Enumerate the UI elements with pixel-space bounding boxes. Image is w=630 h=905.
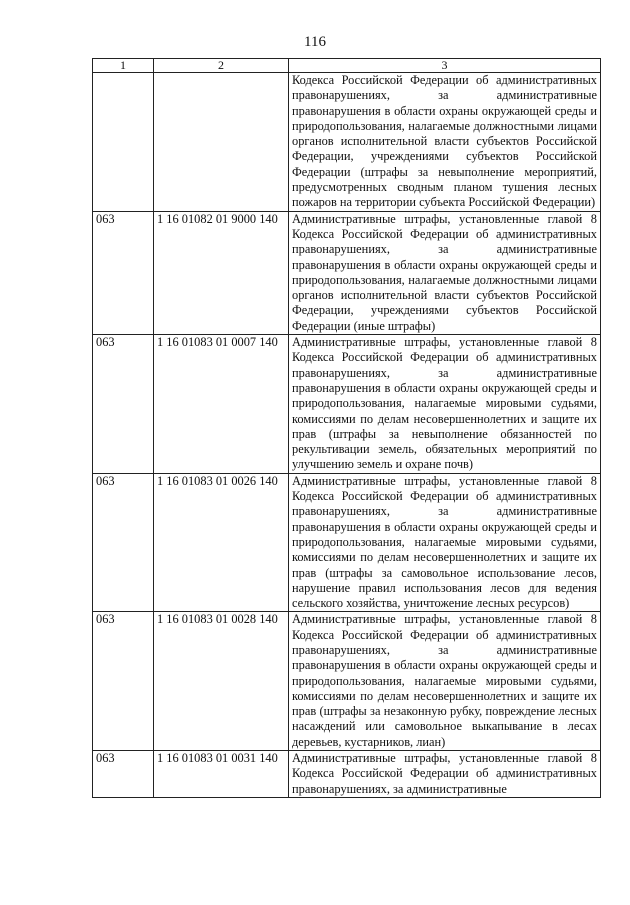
- description-cell: Административные штрафы, установленные главой 8 Кодекса Российской Федерации об административных правонарушениях, за административные: [289, 751, 601, 798]
- admin-code-cell: 063: [93, 612, 154, 751]
- admin-code-cell: 063: [93, 335, 154, 474]
- kbk-code-cell: 1 16 01082 01 9000 140: [154, 211, 289, 334]
- page-number: 116: [304, 34, 326, 50]
- description-cell: Административные штрафы, установленные главой 8 Кодекса Российской Федерации об административных правонарушениях, за административные правонарушения в области охраны окружающей среды и природопользования, налагаемые должностными лицами органов исполнительной власти субъектов Российской Федерации, учреждениями субъектов Российской Федерации (иные штрафы): [289, 211, 601, 334]
- kbk-code-cell: [154, 73, 289, 212]
- description-cell: Кодекса Российской Федерации об административных правонарушениях, за административные правонарушения в области охраны окружающей среды и природопользования, налагаемые должностными лицами органов исполнительной власти субъектов Российской Федерации, учреждениями субъектов Российской Федерации (штрафы за невыполнение мероприятий, предусмотренных сводным планом тушения лесных пожаров на территории субъекта Российской Федерации): [289, 73, 601, 212]
- column-header-1: 1: [93, 59, 154, 73]
- admin-code-cell: 063: [93, 211, 154, 334]
- kbk-code-cell: 1 16 01083 01 0028 140: [154, 612, 289, 751]
- table-row: [93, 473, 601, 612]
- table-row: [93, 73, 601, 212]
- table-row: [93, 751, 601, 798]
- admin-code-cell: 063: [93, 473, 154, 612]
- budget-classification-table: [92, 58, 601, 798]
- description-cell: Административные штрафы, установленные главой 8 Кодекса Российской Федерации об административных правонарушениях, за административные правонарушения в области охраны окружающей среды и природопользования, налагаемые мировыми судьями, комиссиями по делам несовершеннолетних и защите их прав (штрафы за незаконную рубку, повреждение лесных насаждений или самовольное выкапывание в лесах деревьев, кустарников, лиан): [289, 612, 601, 751]
- kbk-code-cell: 1 16 01083 01 0031 140: [154, 751, 289, 798]
- table-row: [93, 211, 601, 334]
- table-row: [93, 335, 601, 474]
- table-header-row: [93, 59, 601, 73]
- kbk-code-cell: 1 16 01083 01 0007 140: [154, 335, 289, 474]
- description-cell: Административные штрафы, установленные главой 8 Кодекса Российской Федерации об административных правонарушениях, за административные правонарушения в области охраны окружающей среды и природопользования, налагаемые мировыми судьями, комиссиями по делам несовершеннолетних и защите их прав (штрафы за самовольное использование лесов, нарушение правил использования лесов для ведения сельского хозяйства, уничтожение лесных ресурсов): [289, 473, 601, 612]
- table-row: [93, 612, 601, 751]
- admin-code-cell: 063: [93, 751, 154, 798]
- column-header-3: 3: [289, 59, 601, 73]
- kbk-code-cell: 1 16 01083 01 0026 140: [154, 473, 289, 612]
- column-header-2: 2: [154, 59, 289, 73]
- admin-code-cell: [93, 73, 154, 212]
- description-cell: Административные штрафы, установленные главой 8 Кодекса Российской Федерации об административных правонарушениях, за административные правонарушения в области охраны окружающей среды и природопользования, налагаемые мировыми судьями, комиссиями по делам несовершеннолетних и защите их прав (штрафы за невыполнение обязанностей по рекультивации земель, обязательных мероприятий по улучшению земель и охране почв): [289, 335, 601, 474]
